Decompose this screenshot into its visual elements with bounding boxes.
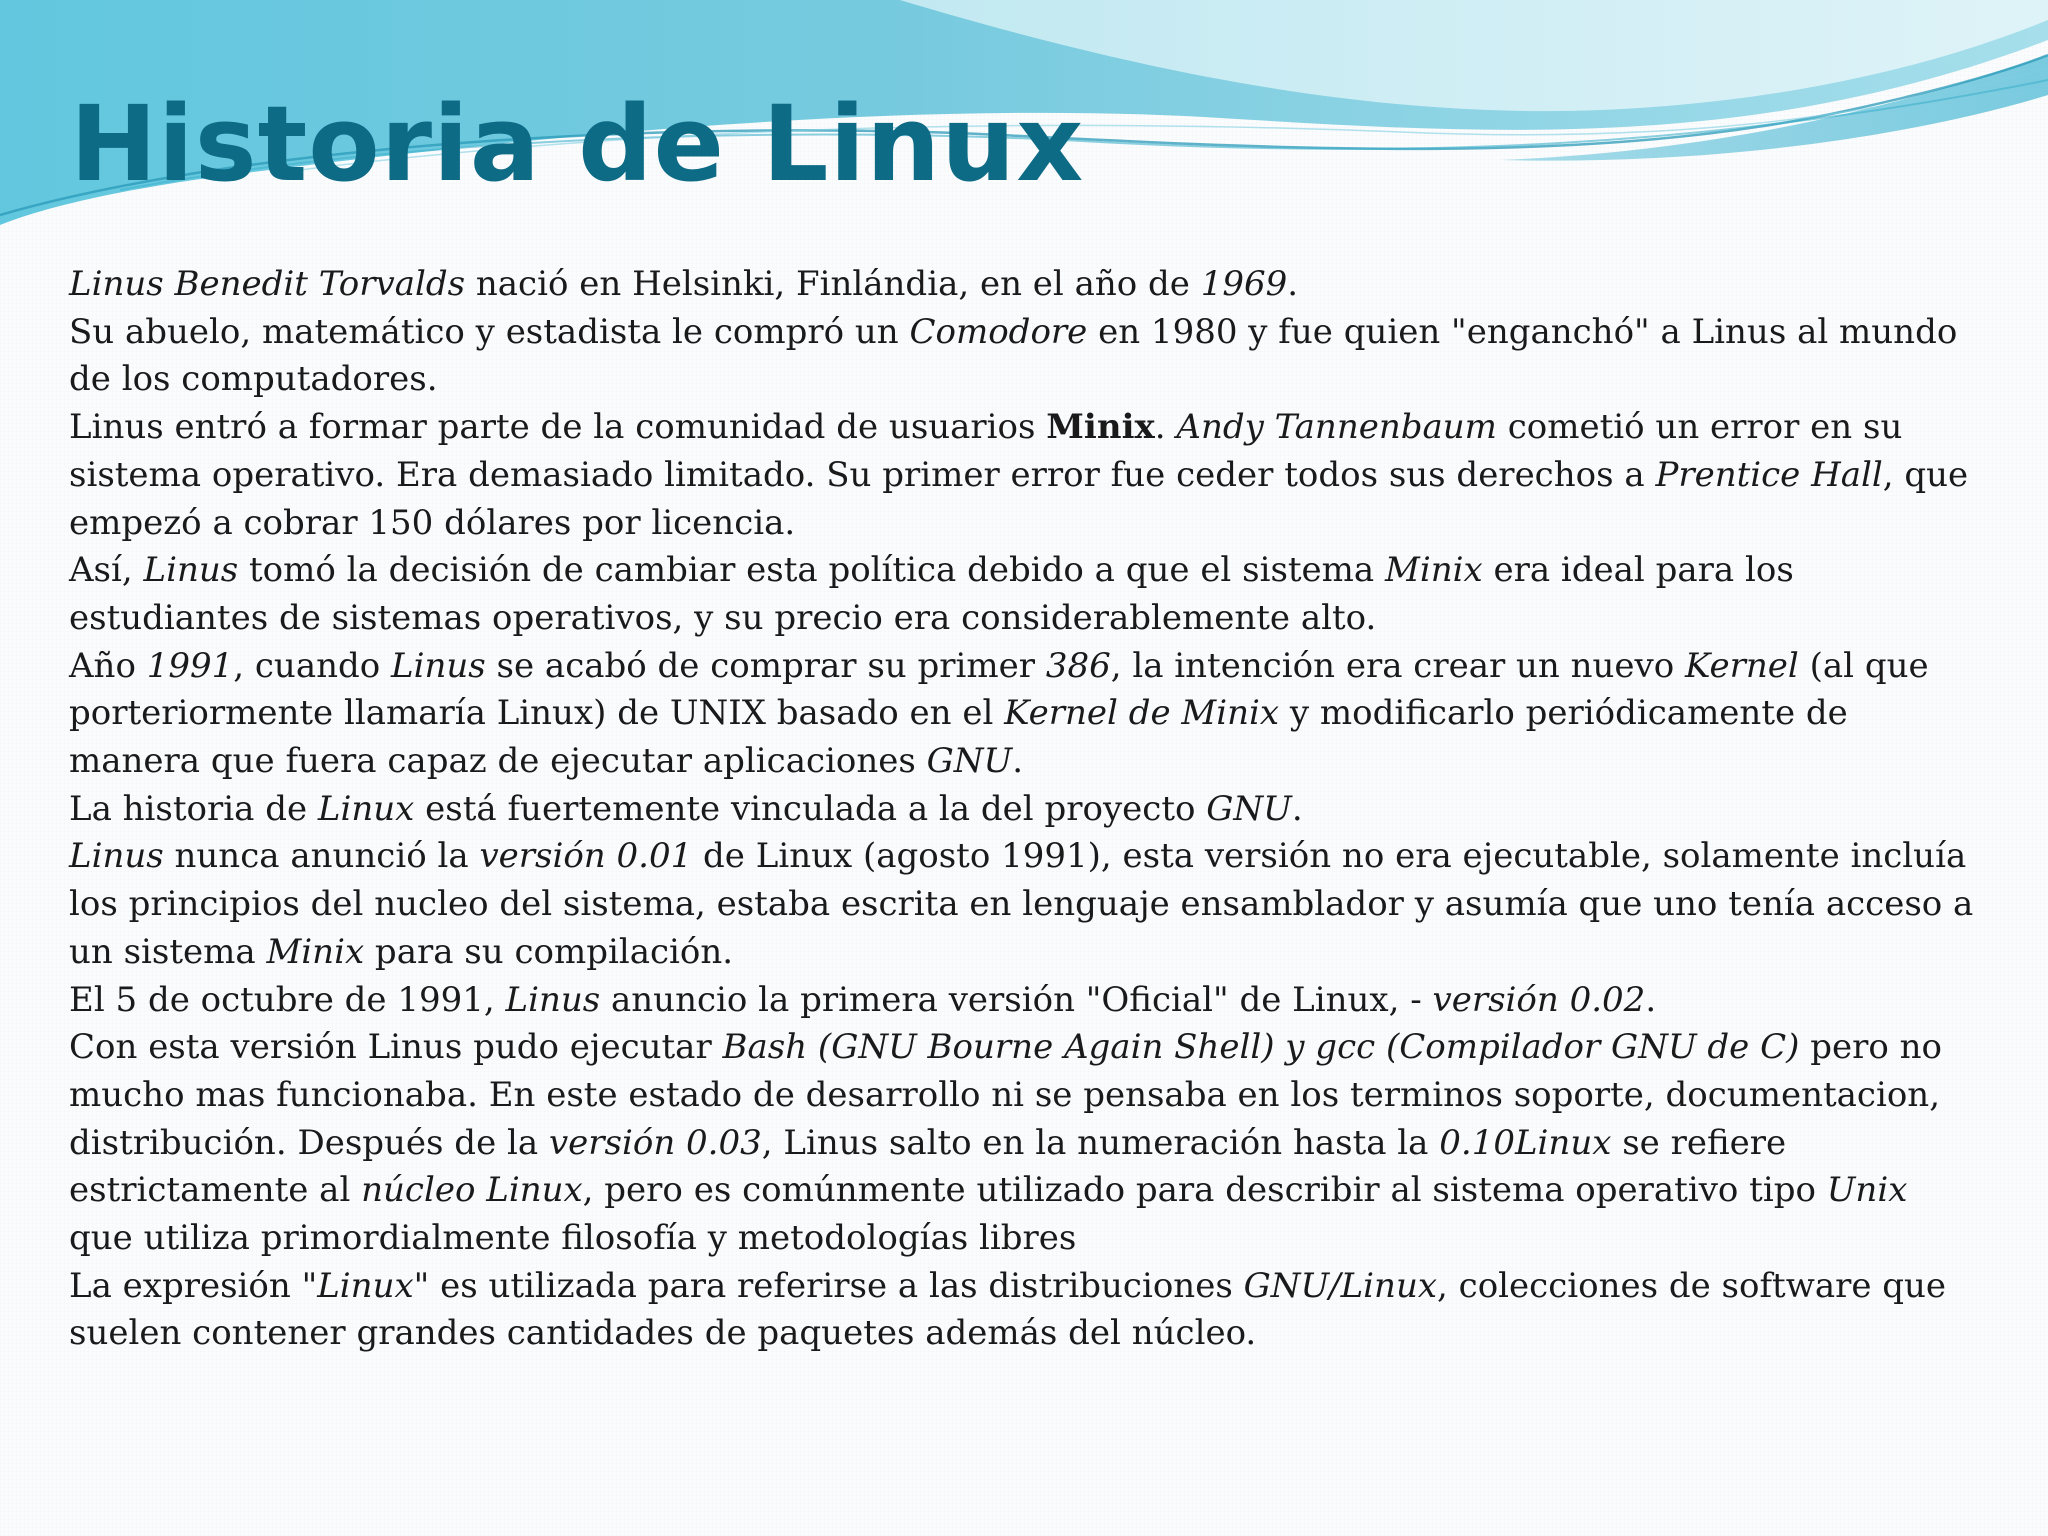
text-run: . (1012, 741, 1024, 782)
text-run: Linus (143, 550, 239, 591)
text-run: se acabó de comprar su primer (485, 645, 1046, 686)
text-run: , colecciones de software que (1437, 1265, 1947, 1306)
text-run: , cuando (233, 645, 392, 686)
text-run: pero no (1799, 1027, 1942, 1068)
text-line (69, 1167, 1989, 1215)
text-run: . (1154, 407, 1177, 448)
text-run: El 5 de octubre de 1991, (69, 979, 506, 1020)
text-line (69, 738, 1989, 786)
text-run: se refiere (1611, 1122, 1787, 1163)
text-run: 1991 (146, 645, 234, 686)
text-run: "Linux" (301, 1265, 430, 1306)
text-line (69, 1120, 1989, 1168)
text-line (69, 547, 1989, 595)
text-line (69, 309, 1989, 357)
text-run: , Linus salto en la numeración hasta la (761, 1122, 1440, 1163)
text-run: . (1645, 979, 1657, 1020)
text-run: Minix (1046, 407, 1155, 448)
text-run: versión 0.03 (548, 1122, 762, 1163)
text-run: , que (1882, 454, 1969, 495)
text-line (69, 977, 1989, 1025)
text-run: Su abuelo, matemático y estadista le compró un (69, 311, 910, 352)
text-line (69, 261, 1989, 309)
text-run: suelen contener grandes cantidades de paquetes además del núcleo. (69, 1313, 1257, 1354)
text-run: (al que (1798, 645, 1929, 686)
text-run: Minix (1385, 550, 1483, 591)
text-line (69, 452, 1989, 500)
text-run: de Linux (agosto 1991), esta versión no era ejecutable, solamente incluía (692, 836, 1967, 877)
text-run: La historia de (69, 788, 318, 829)
text-run: un sistema (69, 931, 267, 972)
text-line (69, 595, 1989, 643)
text-run: estrictamente al (69, 1170, 362, 1211)
text-run: nunca anunció la (163, 836, 480, 877)
text-run: Minix (266, 931, 365, 972)
text-run: Linus (391, 645, 486, 686)
text-run: GNU (926, 741, 1013, 782)
text-run: tomó la decisión de cambiar esta política debido a que el sistema (238, 550, 1385, 591)
text-run: anuncio la primera versión "Oficial" de Linux, - (600, 979, 1433, 1020)
text-run: para su compilación. (364, 931, 734, 972)
text-line (69, 690, 1989, 738)
body-text (69, 261, 1989, 1358)
text-run: los principios del nucleo del sistema, estaba escrita en lenguaje ensamblador y asumía que uno tenía acceso a (69, 884, 1974, 925)
text-run: núcleo Linux (361, 1170, 583, 1211)
text-run: sistema operativo. Era demasiado limitado. Su primer error fue ceder todos sus derechos a (69, 454, 1656, 495)
text-run: Linus (505, 979, 601, 1020)
text-line (69, 1215, 1989, 1263)
text-run: mucho mas funcionaba. En este estado de desarrollo ni se pensaba en los terminos soporte, documentacion, (69, 1074, 1940, 1115)
text-run: es utilizada para referirse a las distribuciones (429, 1265, 1244, 1306)
text-run: Kernel (1685, 645, 1799, 686)
text-run: La expresión (69, 1265, 302, 1306)
text-run: era ideal para los (1482, 550, 1794, 591)
text-run: que utiliza primordialmente filosofía y metodologías libres (69, 1218, 1077, 1259)
text-line (69, 929, 1989, 977)
text-run: Prentice Hall (1655, 454, 1883, 495)
text-run: está fuertemente vinculada a la del proyecto (414, 788, 1207, 829)
text-run: empezó a cobrar 150 dólares por licencia. (69, 502, 796, 543)
text-run: , la intención era crear un nuevo (1110, 645, 1686, 686)
text-run: Con esta versión Linus pudo ejecutar (69, 1027, 723, 1068)
text-line (69, 1263, 1989, 1311)
text-line (69, 1310, 1989, 1358)
text-run: Así, (69, 550, 144, 591)
text-run: Andy Tannenbaum (1176, 407, 1497, 448)
text-line (69, 1024, 1989, 1072)
text-run: nació en Helsinki, Finlándia, en el año de (465, 264, 1201, 304)
text-line (69, 356, 1989, 404)
text-run: Comodore (909, 311, 1088, 352)
text-line (69, 786, 1989, 834)
text-line (69, 500, 1989, 548)
text-run: y modificarlo periódicamente de (1279, 693, 1848, 734)
text-run: , pero es comúnmente utilizado para describir al sistema operativo tipo (582, 1170, 1827, 1211)
text-run: GNU/Linux (1243, 1265, 1438, 1306)
text-run: Linux (317, 788, 415, 829)
text-run: manera que fuera capaz de ejecutar aplicaciones (69, 741, 927, 782)
text-line (69, 833, 1989, 881)
text-line (69, 881, 1989, 929)
text-run: de los computadores. (69, 359, 438, 400)
text-line (69, 404, 1989, 452)
text-run: 0.10Linux (1439, 1122, 1612, 1163)
text-run: Bash (GNU Bourne Again Shell) y gcc (Compilador GNU de C) (722, 1027, 1800, 1068)
text-run: en 1980 y fue quien "enganchó" a Linus al mundo (1087, 311, 1958, 352)
text-run: Unix (1826, 1170, 1908, 1211)
text-run: 386 (1045, 645, 1111, 686)
text-run: versión 0.02 (1432, 979, 1646, 1020)
text-run: Kernel de Minix (1004, 693, 1280, 734)
text-run: . (1287, 264, 1299, 304)
slide-title: Historia de Linux (70, 83, 1085, 205)
text-run: Año (69, 645, 147, 686)
text-run: Linus Benedit Torvalds (69, 264, 466, 304)
text-run: distribución. Después de la (69, 1122, 549, 1163)
text-run: . (1291, 788, 1303, 829)
text-run: cometió un error en su (1496, 407, 1903, 448)
text-run: porteriormente llamaría Linux) de UNIX basado en el (69, 693, 1005, 734)
text-line (69, 1072, 1989, 1120)
text-line (69, 643, 1989, 691)
text-run: Linus (69, 836, 164, 877)
text-run: 1969 (1200, 264, 1288, 304)
text-run: GNU (1206, 788, 1292, 829)
text-run: versión 0.01 (479, 836, 693, 877)
text-run: estudiantes de sistemas operativos, y su precio era considerablemente alto. (69, 597, 1377, 638)
text-run: Linus entró a formar parte de la comunidad de usuarios (69, 407, 1047, 448)
